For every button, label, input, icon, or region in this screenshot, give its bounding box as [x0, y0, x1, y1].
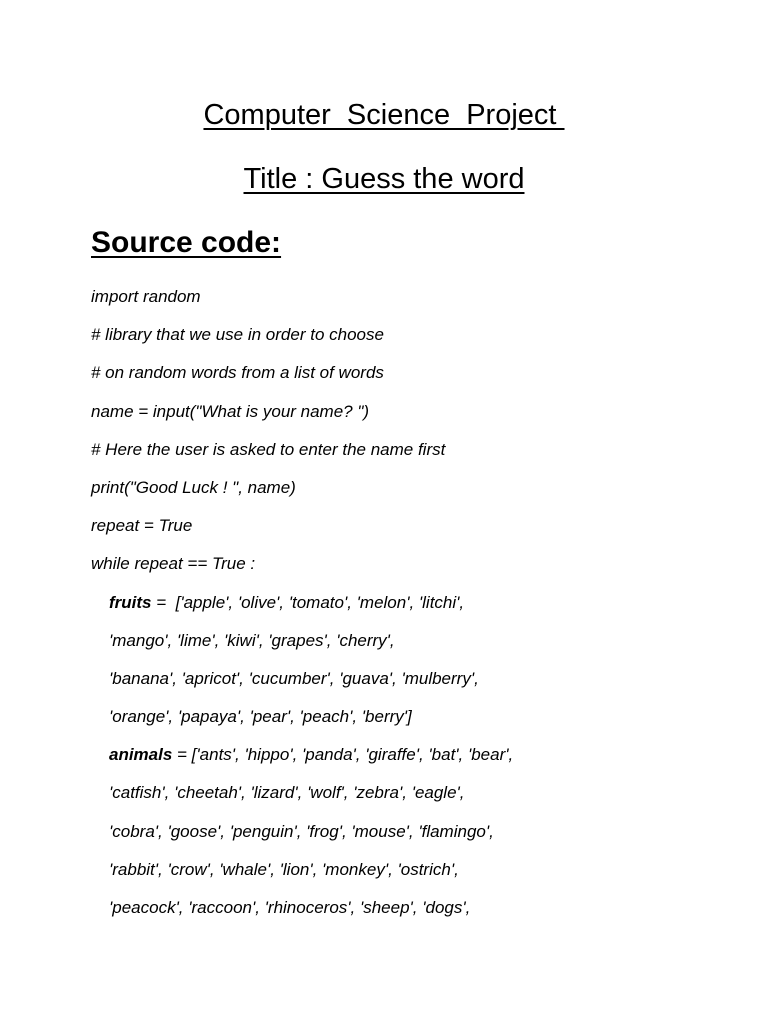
- code-line: 'catfish', 'cheetah', 'lizard', 'wolf', 'zebra', 'eagle',: [109, 783, 465, 803]
- code-line-fruits: [91, 593, 731, 631]
- fruits-list-start: = ['apple', 'olive', 'tomato', 'melon', 'litchi',: [151, 592, 465, 612]
- code-line: 'mango', 'lime', 'kiwi', 'grapes', 'cherry',: [109, 630, 395, 650]
- code-line: repeat = True: [91, 516, 193, 536]
- code-line: while repeat == True :: [91, 554, 256, 574]
- source-code-block: [91, 287, 731, 936]
- code-line: 'cobra', 'goose', 'penguin', 'frog', 'mouse', 'flamingo',: [109, 821, 494, 841]
- animals-list-start: = ['ants', 'hippo', 'panda', 'giraffe', 'bat', 'bear',: [172, 745, 514, 765]
- document-title: Computer Science Project: [203, 99, 565, 131]
- animals-keyword: animals: [109, 745, 173, 765]
- code-line: 'peacock', 'raccoon', 'rhinoceros', 'sheep', 'dogs',: [109, 898, 471, 917]
- code-line: print("Good Luck ! ", name): [91, 477, 296, 497]
- code-line: import random: [91, 287, 201, 306]
- code-line-animals: [91, 745, 731, 783]
- fruits-keyword: fruits: [109, 592, 152, 612]
- section-heading: Source code:: [91, 226, 282, 259]
- code-line: 'orange', 'papaya', 'pear', 'peach', 'berry']: [109, 707, 412, 727]
- code-line: 'rabbit', 'crow', 'whale', 'lion', 'monkey', 'ostrich',: [109, 859, 459, 879]
- code-line: # Here the user is asked to enter the name first: [91, 439, 446, 459]
- document-subtitle: Title : Guess the word: [243, 163, 525, 195]
- code-line: # library that we use in order to choose: [91, 325, 384, 345]
- code-line: name = input("What is your name? "): [91, 401, 370, 421]
- code-line: 'banana', 'apricot', 'cucumber', 'guava', 'mulberry',: [109, 668, 479, 688]
- code-line: # on random words from a list of words: [91, 363, 384, 383]
